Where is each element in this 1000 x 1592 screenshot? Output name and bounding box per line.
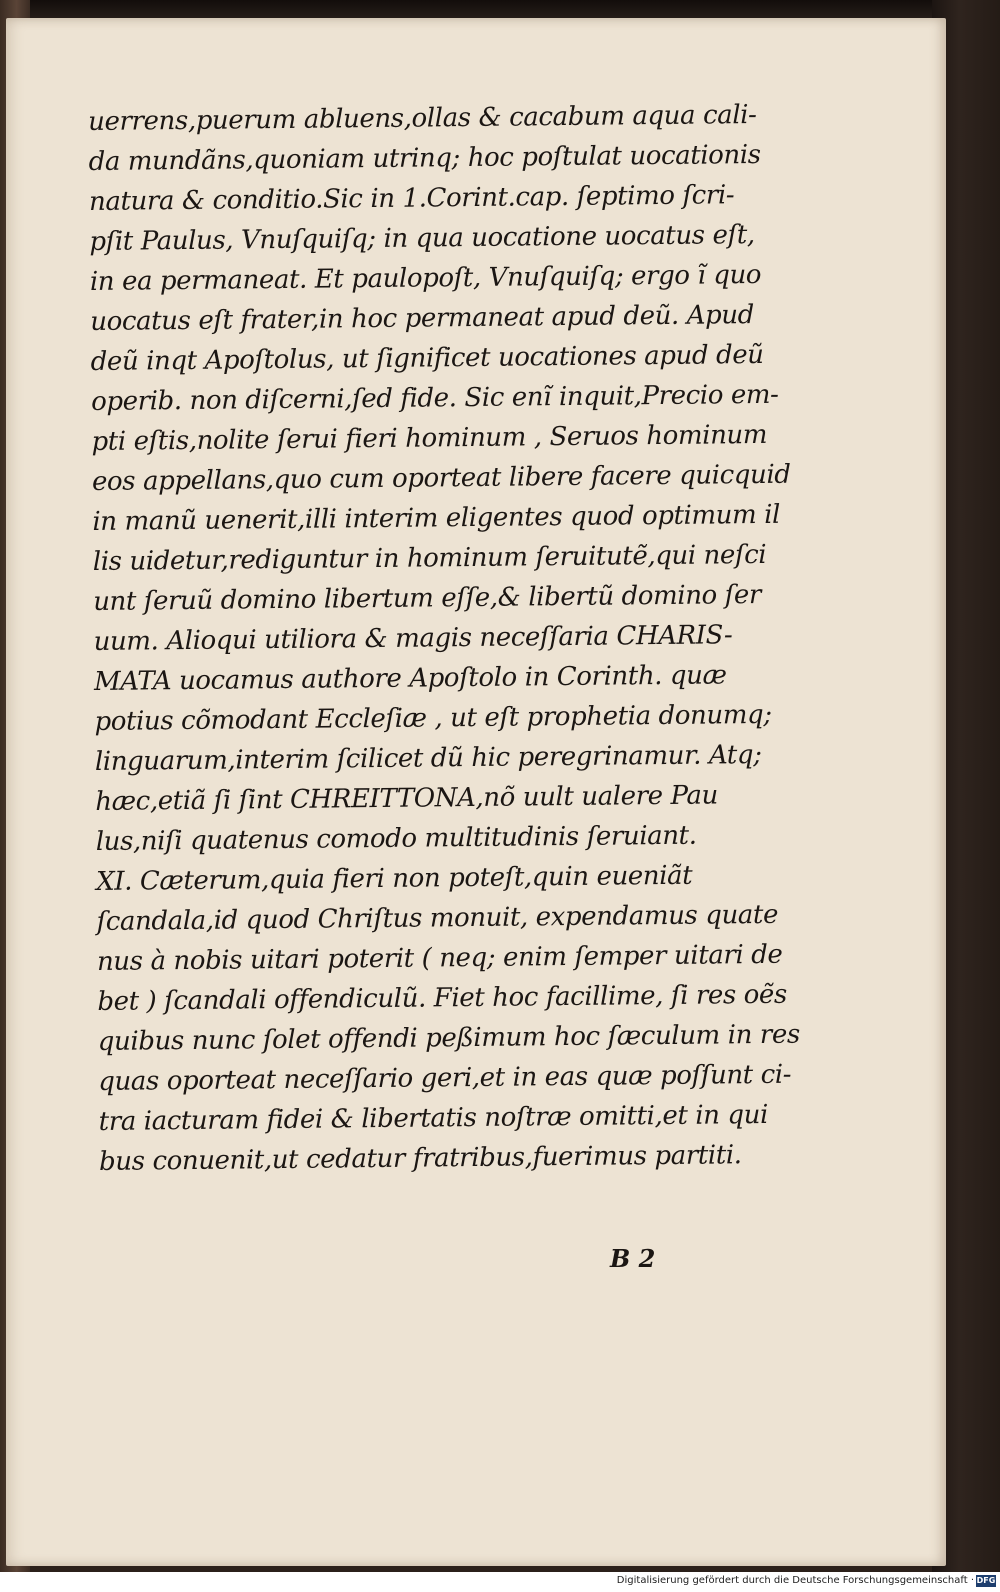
- text-line: deũ inqt Apoſtolus, ut ſignificet uocationes apud deũ: [90, 339, 764, 377]
- text-line: ſcandala,id quod Chriſtus monuit, expendamus quate: [96, 899, 779, 937]
- body-text: [88, 95, 799, 1182]
- text-line: pti eſtis,nolite ſerui fieri hominum , Seruos hominum: [91, 419, 768, 457]
- book-page: [6, 18, 946, 1566]
- text-line: quas oporteat neceſſario geri,et in eas quæ poſſunt ci-: [98, 1059, 792, 1097]
- text-line: tra iacturam fidei & libertatis noſtræ omitti,et in qui: [98, 1099, 769, 1137]
- text-line: in ea permaneat. Et paulopoſt, Vnuſquiſq; ergo ĩ quo: [89, 259, 762, 297]
- text-line: natura & conditio.Sic in 1.Corint.cap. ſeptimo ſcri-: [88, 180, 735, 217]
- digitization-credit: Digitalisierung gefördert durch die Deutsche Forschungsgemeinschaft ·: [616, 1575, 974, 1586]
- text-line: linguarum,interim ſcilicet dũ hic peregrinamur. Atq;: [94, 739, 762, 777]
- signature-mark: B 2: [610, 1244, 656, 1273]
- text-line: lis uidetur,rediguntur in hominum ſeruitutẽ,qui neſci: [92, 539, 767, 577]
- text-line: potius cõmodant Eccleſiæ , ut eſt prophetia donumq;: [94, 699, 772, 737]
- text-line: MATA uocamus authore Apoſtolo in Corinth. quæ: [93, 660, 727, 697]
- text-line: operib. non diſcerni,ſed fide. Sic enĩ inquit,Precio em-: [90, 379, 779, 417]
- text-line: uerrens,puerum abluens,ollas & cacabum aqua cali-: [88, 100, 757, 137]
- text-line: unt ſeruũ domino libertum eſſe,& libertũ domino ſer: [93, 579, 762, 617]
- text-line: lus,niſi quatenus comodo multitudinis ſeruiant.: [95, 820, 697, 857]
- text-line: bus conuenit,ut cedatur fratribus,fuerimus partiti.: [98, 1140, 742, 1177]
- text-line: XI. Cæterum,quia fieri non poteſt,quin eueniãt: [96, 860, 693, 897]
- text-line: in manũ uenerit,illi interim eligentes quod optimum il: [92, 499, 781, 537]
- text-line: pſit Paulus, Vnuſquiſq; in qua uocatione uocatus eſt,: [89, 220, 755, 257]
- text-line: uocatus eſt frater,in hoc permaneat apud deũ. Apud: [90, 300, 755, 337]
- text-line: quibus nunc ſolet offendi peßimum hoc ſæculum in res: [97, 1019, 800, 1057]
- text-line: da mundãns,quoniam utrinq; hoc poſtulat uocationis: [88, 139, 761, 177]
- text-line: hæc,etiã ſi ſint CHREITTONA,nõ uult ualere Pau: [95, 780, 719, 817]
- text-line: bet ) ſcandali offendiculũ. Fiet hoc facillime, ſi res oẽs: [97, 979, 788, 1017]
- text-line: nus à nobis uitari poterit ( neq; enim ſemper uitari de: [96, 939, 783, 977]
- text-line: uum. Alioqui utiliora & magis neceſſaria CHARIS-: [93, 620, 733, 657]
- text-line: eos appellans,quo cum oporteat libere facere quicquid: [91, 459, 791, 497]
- dfg-logo-icon: DFG: [976, 1576, 996, 1585]
